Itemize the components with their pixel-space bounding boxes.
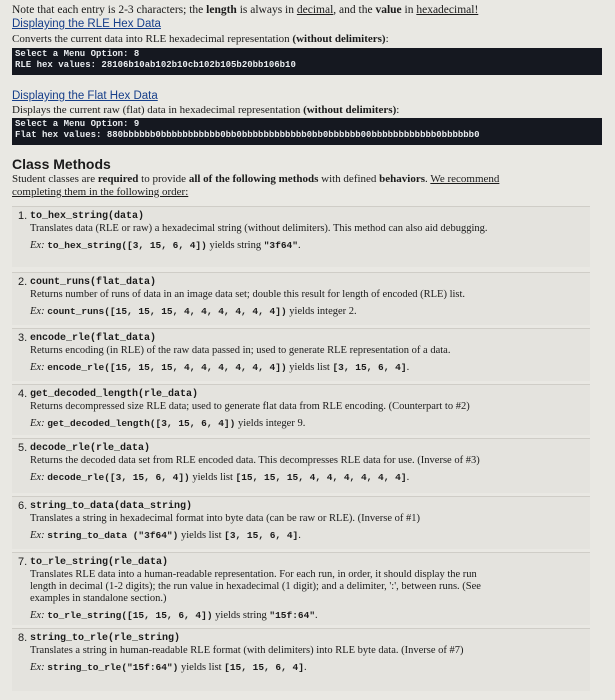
terminal-line: RLE hex values: 28106b10ab102b10cb102b105b20bb106b10: [15, 60, 296, 70]
method-description: Returns encoding (in RLE) of the raw data passed in; used to generate RLE representation of a data.: [30, 345, 451, 356]
example-result: "3f64": [263, 240, 298, 251]
example-text: yields list: [178, 662, 225, 673]
example-tail: .: [406, 362, 410, 373]
method-number: 1.: [18, 210, 28, 222]
class-methods-intro-line2: completing them in the following order:: [12, 186, 189, 198]
example-text: yields list: [189, 472, 236, 483]
example-code: string_to_data ("3f64"): [47, 530, 179, 541]
rle-hex-description: [12, 33, 389, 45]
example-code: to_rle_string([15, 15, 6, 4]): [47, 610, 213, 621]
intro-underlined: We recommend: [430, 173, 500, 185]
example-text: yields string: [212, 610, 270, 621]
desc-text: Converts the current data into RLE hexadecimal representation: [12, 33, 293, 45]
example-label: Ex:: [30, 306, 45, 317]
example-code: to_hex_string([3, 15, 6, 4]): [47, 240, 207, 251]
example-label: Ex:: [30, 362, 45, 373]
terminal-line: Select a Menu Option: 9: [15, 119, 140, 129]
method-description: Translates a string in human-readable RLE format (with delimiters) into RLE byte data. (Inverse of #7): [30, 645, 464, 656]
method-description: Translates a string in hexadecimal format into byte data (can be raw or RLE). (Inverse of #1): [30, 513, 421, 524]
note-text: , and the: [333, 4, 376, 16]
example-label: Ex:: [30, 530, 45, 541]
method-example: [30, 472, 409, 483]
example-label: Ex:: [30, 610, 45, 621]
example-result: [3, 15, 6, 4]: [224, 530, 299, 541]
intro-bold: required: [97, 173, 139, 185]
intro-bold: behaviors: [379, 173, 426, 185]
note-text: is always in: [236, 4, 297, 16]
example-tail: .: [298, 530, 301, 541]
example-label: Ex:: [30, 240, 45, 251]
method-description: Returns the decoded data set from RLE encoded data. This decompresses RLE data for use. (Inverse of #3): [30, 455, 480, 466]
example-code: string_to_rle("15f:64"): [47, 662, 179, 673]
method-item: [12, 328, 590, 381]
method-item: [12, 552, 590, 625]
intro-text: to provide: [138, 173, 189, 185]
terminal-line: Flat hex values: 880bbbbbb0bbbbbbbbbbb0bb0bbbbbbbbbbbb0bb0bbbbbb00bbbbbbbbbbbb0bbbbbb0: [15, 130, 480, 140]
example-tail: .: [297, 240, 301, 251]
note-hexadecimal-underlined: hexadecimal!: [416, 4, 479, 16]
method-signature: string_to_data(data_string): [30, 501, 193, 512]
method-example: [30, 306, 357, 317]
intro-text: .: [425, 173, 431, 185]
example-tail: .: [406, 472, 410, 483]
class-methods-intro-line1: [12, 173, 499, 185]
method-item: [12, 496, 590, 549]
example-result: [3, 15, 6, 4]: [332, 362, 407, 373]
desc-text: Displays the current raw (flat) data in hexadecimal representation: [12, 104, 304, 116]
desc-bold: (without delimiters): [292, 33, 386, 45]
example-label: Ex:: [30, 662, 45, 673]
method-number: 7.: [18, 556, 28, 568]
method-number: 3.: [18, 332, 28, 344]
example-text: yields integer 2.: [286, 306, 357, 317]
terminal-line: Select a Menu Option: 8: [15, 49, 140, 59]
method-signature: encode_rle(flat_data): [30, 333, 157, 344]
method-description: Translates RLE data into a human-readable representation. For each run, in order, it should display the run: [30, 569, 477, 580]
method-description: examples in standalone section.): [30, 593, 167, 604]
example-result: "15f:64": [269, 610, 316, 621]
intro-bold: all of the following methods: [188, 173, 319, 185]
example-tail: .: [315, 610, 318, 621]
example-label: Ex:: [30, 472, 45, 483]
method-description: Translates data (RLE or raw) a hexadecimal string (without delimiters). This method can also aid debugging.: [30, 223, 488, 234]
example-result: [15, 15, 6, 4]: [224, 662, 304, 673]
note-value-bold: value: [375, 4, 402, 16]
desc-bold: (without delimiters): [303, 104, 397, 116]
example-code: encode_rle([15, 15, 15, 4, 4, 4, 4, 4, 4]): [47, 362, 287, 373]
method-example: [30, 362, 409, 373]
note-length-bold: length: [206, 4, 237, 16]
method-item: [12, 206, 590, 267]
example-code: get_decoded_length([3, 15, 6, 4]): [47, 418, 236, 429]
method-signature: count_runs(flat_data): [30, 277, 157, 288]
example-result: [15, 15, 15, 4, 4, 4, 4, 4, 4]: [235, 472, 407, 483]
method-signature: get_decoded_length(rle_data): [30, 389, 199, 400]
note-text: in: [401, 4, 417, 16]
flat-hex-heading[interactable]: Displaying the Flat Hex Data: [12, 90, 158, 102]
note-decimal-underlined: decimal: [296, 4, 334, 16]
flat-hex-terminal: [12, 118, 602, 145]
intro-text: Student classes are: [12, 173, 98, 185]
method-example: [30, 240, 301, 251]
desc-text: :: [396, 104, 400, 116]
example-label: Ex:: [30, 418, 45, 429]
method-example: [30, 530, 301, 541]
method-item: [12, 628, 590, 691]
method-example: [30, 662, 307, 673]
example-text: yields list: [286, 362, 333, 373]
flat-hex-description: [12, 104, 399, 116]
method-description: Returns decompressed size RLE data; used to generate flat data from RLE encoding. (Counterpart to #2): [30, 401, 470, 412]
method-item: [12, 384, 590, 435]
method-example: [30, 610, 318, 621]
example-code: count_runs([15, 15, 15, 4, 4, 4, 4, 4, 4]): [47, 306, 287, 317]
method-signature: string_to_rle(rle_string): [30, 633, 181, 644]
method-item: [12, 272, 590, 325]
method-signature: decode_rle(rle_data): [30, 443, 151, 454]
example-text: yields list: [178, 530, 225, 541]
rle-hex-heading[interactable]: Displaying the RLE Hex Data: [12, 18, 161, 30]
method-number: 4.: [18, 388, 28, 400]
method-description: length in decimal (1-2 digits); the run value in hexadecimal (1 digit); and a delimiter, ':', between runs. (See: [30, 581, 481, 592]
method-signature: to_rle_string(rle_data): [30, 557, 169, 568]
example-tail: .: [303, 662, 307, 673]
method-item: [12, 438, 590, 493]
method-number: 6.: [18, 500, 28, 512]
rle-hex-terminal: [12, 48, 602, 75]
method-signature: to_hex_string(data): [30, 211, 145, 222]
example-text: yields string: [206, 240, 264, 251]
intro-text: with defined: [318, 173, 380, 185]
note-text: Note that each entry is 2-3 characters; the: [12, 4, 207, 16]
desc-text: :: [385, 33, 389, 45]
method-example: [30, 418, 305, 429]
example-text: yields integer 9.: [235, 418, 306, 429]
example-code: decode_rle([3, 15, 6, 4]): [47, 472, 190, 483]
class-methods-title: Class Methods: [12, 156, 111, 172]
method-number: 8.: [18, 632, 28, 644]
method-number: 2.: [18, 276, 28, 288]
method-description: Returns number of runs of data in an image data set; double this result for length of encoded (RLE) list.: [30, 289, 466, 300]
method-number: 5.: [18, 442, 28, 454]
note-line: [12, 4, 478, 16]
